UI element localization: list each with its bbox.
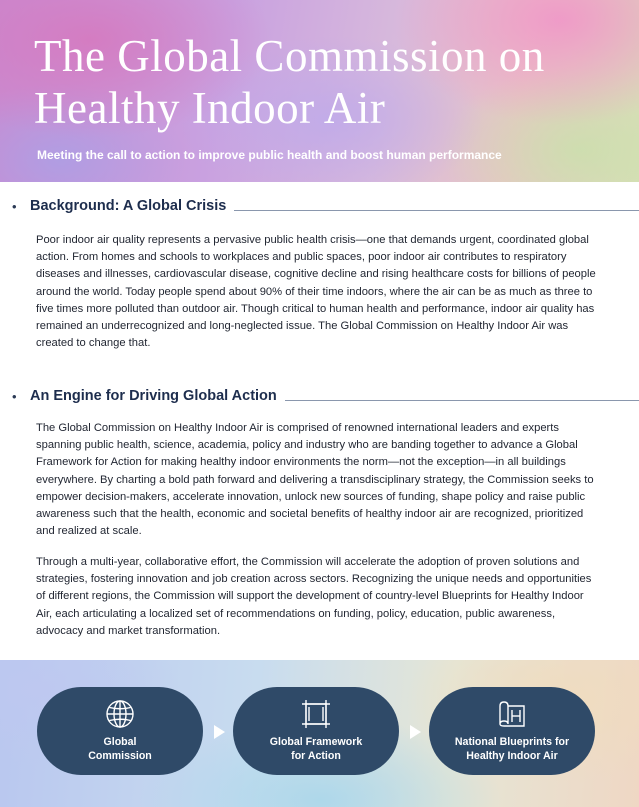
flow-step-label: National Blueprints for Healthy Indoor Air <box>454 736 570 762</box>
globe-icon <box>103 697 137 731</box>
section-divider <box>285 400 639 401</box>
flow-diagram <box>0 660 639 807</box>
flow-step-global-framework <box>233 687 399 775</box>
bullet-icon: • <box>12 198 17 214</box>
section-background-header <box>0 195 639 217</box>
section-paragraph: The Global Commission on Healthy Indoor Air is comprised of renowned international leaders and experts spanning public health, science, academia, policy and industry who are banding together to advance a Global Framework for Action for making healthy indoor environments the norm—not the exception—in all buildings everywhere. By charting a bold path forward and delivering a transdisciplinary strategy, the Commission seeks to empower decision-makers, accelerate innovation, unlock new sources of funding, shape policy and raise public awareness such that the health, economic and societal benefits of healthy indoor air are recognized, prioritized and realized at scale. <box>36 422 594 538</box>
framework-icon <box>299 697 333 731</box>
hero-banner <box>0 0 639 182</box>
section-engine-header <box>0 385 639 407</box>
flow-step-label: Global Framework for Action <box>269 736 363 762</box>
flow-step-label: Global Commission <box>88 736 152 762</box>
section-heading: Background: A Global Crisis <box>30 198 227 214</box>
section-heading: An Engine for Driving Global Action <box>30 388 277 404</box>
flow-step-national-blueprints <box>429 687 595 775</box>
blueprint-icon <box>495 697 529 731</box>
section-divider <box>234 210 639 211</box>
flow-step-global-commission <box>37 687 203 775</box>
page-subtitle: Meeting the call to action to improve public health and boost human performance <box>37 148 502 162</box>
section-paragraph: Through a multi-year, collaborative effort, the Commission will accelerate the adoption of proven solutions and strategies, fostering innovation and job creation across sectors. Recognizing the unique needs and opportunities of different regions, the Commission will support the development of country-level Blueprints for Healthy Indoor Air, each articulating a localized set of recommendations on funding, policy, education, public awareness, advocacy and market transformation. <box>36 556 592 637</box>
section-paragraph: Poor indoor air quality represents a pervasive public health crisis—one that demands urgent, coordinated global action. From homes and schools to workplaces and public spaces, poor indoor air contributes to respiratory diseases and illnesses, cardiovascular disease, cognitive decline and rising healthcare costs for billions of people around the world. Today people spend about 90% of their time indoors, where the air can be as much as three to five times more polluted than outdoor air. Though critical to human health and performance, indoor air quality has remained an underrecognized and long-neglected issue. The Global Commission on Healthy Indoor Air was created to change that. <box>36 234 596 350</box>
page-title: The Global Commission on Healthy Indoor Air <box>34 31 545 133</box>
bullet-icon: • <box>12 388 17 404</box>
arrow-right-icon <box>408 724 422 740</box>
arrow-right-icon <box>212 724 226 740</box>
